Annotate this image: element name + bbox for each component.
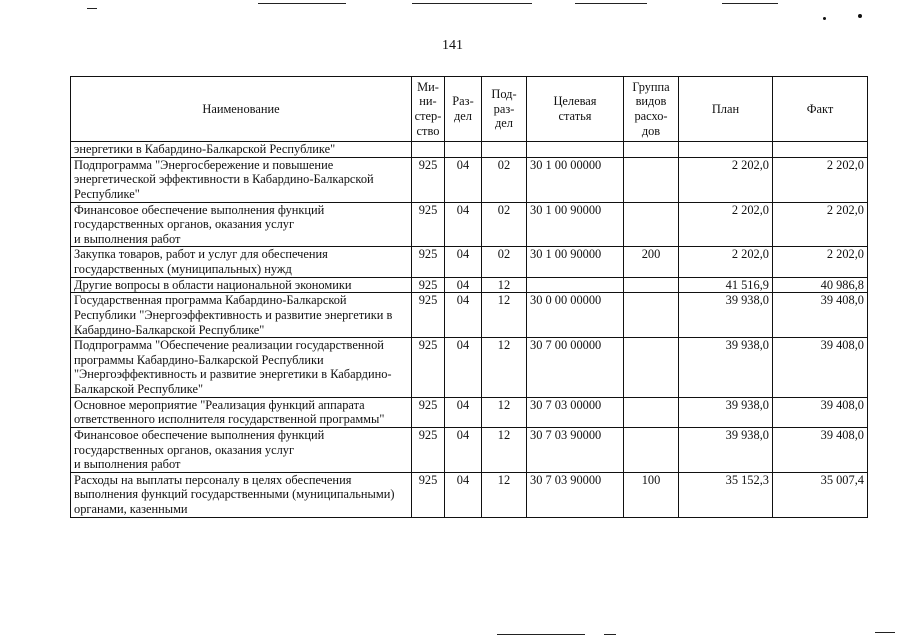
cell-subsection: 12 bbox=[482, 338, 527, 398]
cell-plan: 35 152,3 bbox=[679, 472, 773, 517]
cell-group bbox=[624, 157, 679, 202]
cell-section: 04 bbox=[445, 397, 482, 427]
cell-ministry bbox=[412, 142, 445, 158]
cell-plan: 2 202,0 bbox=[679, 247, 773, 277]
cell-fact: 40 986,8 bbox=[773, 277, 868, 293]
cell-subsection: 02 bbox=[482, 202, 527, 247]
cell-name: Государственная программа Кабардино-Балкарской Республики "Энергоэффективность и развитие энергетики в Кабардино-Балкарской Республике" bbox=[71, 293, 412, 338]
cell-ministry: 925 bbox=[412, 338, 445, 398]
cell-fact: 2 202,0 bbox=[773, 157, 868, 202]
scan-artifact-line bbox=[604, 634, 616, 635]
cell-ministry: 925 bbox=[412, 247, 445, 277]
cell-target: 30 7 03 90000 bbox=[527, 472, 624, 517]
cell-plan: 2 202,0 bbox=[679, 157, 773, 202]
cell-ministry: 925 bbox=[412, 277, 445, 293]
header-plan: План bbox=[679, 77, 773, 142]
cell-fact: 39 408,0 bbox=[773, 397, 868, 427]
cell-section: 04 bbox=[445, 247, 482, 277]
cell-name: Подпрограмма "Энергосбережение и повышение энергетической эффективности в Кабардино-Балкарской Республике" bbox=[71, 157, 412, 202]
cell-target: 30 0 00 00000 bbox=[527, 293, 624, 338]
table-row bbox=[71, 397, 868, 427]
cell-ministry: 925 bbox=[412, 427, 445, 472]
cell-target: 30 1 00 90000 bbox=[527, 202, 624, 247]
cell-name: Расходы на выплаты персоналу в целях обеспечения выполнения функций государственными (муниципальными) органами, казенными bbox=[71, 472, 412, 517]
page-number: 141 bbox=[442, 38, 463, 53]
cell-section: 04 bbox=[445, 293, 482, 338]
cell-section: 04 bbox=[445, 427, 482, 472]
table-row bbox=[71, 247, 868, 277]
header-fact: Факт bbox=[773, 77, 868, 142]
cell-group bbox=[624, 202, 679, 247]
table-row bbox=[71, 202, 868, 247]
cell-fact: 39 408,0 bbox=[773, 293, 868, 338]
header-subsection: Под- раз- дел bbox=[482, 77, 527, 142]
scan-artifact-dot bbox=[858, 14, 862, 18]
cell-subsection: 02 bbox=[482, 157, 527, 202]
scan-artifact-dot bbox=[823, 17, 826, 20]
cell-subsection: 12 bbox=[482, 397, 527, 427]
cell-target bbox=[527, 277, 624, 293]
cell-section: 04 bbox=[445, 472, 482, 517]
scan-artifact-line bbox=[497, 634, 585, 635]
cell-ministry: 925 bbox=[412, 293, 445, 338]
cell-ministry: 925 bbox=[412, 157, 445, 202]
cell-name: Закупка товаров, работ и услуг для обеспечения государственных (муниципальных) нужд bbox=[71, 247, 412, 277]
scan-artifact-line bbox=[258, 3, 346, 4]
cell-fact: 2 202,0 bbox=[773, 202, 868, 247]
scan-artifact-line bbox=[575, 3, 647, 4]
cell-group bbox=[624, 338, 679, 398]
header-group: Группа видов расхо- дов bbox=[624, 77, 679, 142]
cell-section: 04 bbox=[445, 157, 482, 202]
header-section: Раз- дел bbox=[445, 77, 482, 142]
table-row bbox=[71, 293, 868, 338]
cell-plan: 39 938,0 bbox=[679, 293, 773, 338]
cell-ministry: 925 bbox=[412, 397, 445, 427]
cell-plan: 39 938,0 bbox=[679, 338, 773, 398]
header-name: Наименование bbox=[71, 77, 412, 142]
cell-section: 04 bbox=[445, 338, 482, 398]
cell-subsection: 12 bbox=[482, 277, 527, 293]
cell-name: Подпрограмма "Обеспечение реализации государственной программы Кабардино-Балкарской Республики "Энергоэффективность и развитие энергетики в Кабардино-Балкарской Республике" bbox=[71, 338, 412, 398]
cell-group: 200 bbox=[624, 247, 679, 277]
scan-artifact-line bbox=[875, 632, 895, 633]
cell-fact: 2 202,0 bbox=[773, 247, 868, 277]
cell-subsection: 12 bbox=[482, 427, 527, 472]
cell-target: 30 7 03 90000 bbox=[527, 427, 624, 472]
cell-name: энергетики в Кабардино-Балкарской Республике" bbox=[71, 142, 412, 158]
cell-group: 100 bbox=[624, 472, 679, 517]
cell-name: Финансовое обеспечение выполнения функций государственных органов, оказания услуг и выполнения работ bbox=[71, 202, 412, 247]
cell-subsection bbox=[482, 142, 527, 158]
cell-subsection: 12 bbox=[482, 293, 527, 338]
cell-target bbox=[527, 142, 624, 158]
table-row bbox=[71, 157, 868, 202]
cell-fact bbox=[773, 142, 868, 158]
cell-fact: 39 408,0 bbox=[773, 338, 868, 398]
scan-artifact-line bbox=[412, 3, 532, 4]
cell-ministry: 925 bbox=[412, 202, 445, 247]
cell-name: Финансовое обеспечение выполнения функций государственных органов, оказания услуг и выполнения работ bbox=[71, 427, 412, 472]
table-row bbox=[71, 142, 868, 158]
cell-plan: 39 938,0 bbox=[679, 397, 773, 427]
cell-group bbox=[624, 142, 679, 158]
cell-plan bbox=[679, 142, 773, 158]
budget-table bbox=[70, 76, 868, 518]
cell-plan: 41 516,9 bbox=[679, 277, 773, 293]
cell-group bbox=[624, 277, 679, 293]
cell-group bbox=[624, 427, 679, 472]
cell-subsection: 02 bbox=[482, 247, 527, 277]
table-row bbox=[71, 427, 868, 472]
cell-target: 30 1 00 90000 bbox=[527, 247, 624, 277]
cell-subsection: 12 bbox=[482, 472, 527, 517]
cell-section: 04 bbox=[445, 202, 482, 247]
cell-plan: 2 202,0 bbox=[679, 202, 773, 247]
cell-name: Другие вопросы в области национальной экономики bbox=[71, 277, 412, 293]
scan-artifact-line bbox=[87, 8, 97, 9]
cell-section: 04 bbox=[445, 277, 482, 293]
table-header-row bbox=[71, 77, 868, 142]
header-target: Целевая статья bbox=[527, 77, 624, 142]
cell-target: 30 7 03 00000 bbox=[527, 397, 624, 427]
scan-artifact-line bbox=[722, 3, 778, 4]
table-row bbox=[71, 338, 868, 398]
cell-group bbox=[624, 397, 679, 427]
cell-section bbox=[445, 142, 482, 158]
cell-target: 30 1 00 00000 bbox=[527, 157, 624, 202]
cell-target: 30 7 00 00000 bbox=[527, 338, 624, 398]
cell-plan: 39 938,0 bbox=[679, 427, 773, 472]
table-row bbox=[71, 277, 868, 293]
cell-ministry: 925 bbox=[412, 472, 445, 517]
cell-group bbox=[624, 293, 679, 338]
header-ministry: Ми- ни- стер- ство bbox=[412, 77, 445, 142]
cell-fact: 35 007,4 bbox=[773, 472, 868, 517]
cell-name: Основное мероприятие "Реализация функций аппарата ответственного исполнителя государственной программы" bbox=[71, 397, 412, 427]
table-row bbox=[71, 472, 868, 517]
cell-fact: 39 408,0 bbox=[773, 427, 868, 472]
